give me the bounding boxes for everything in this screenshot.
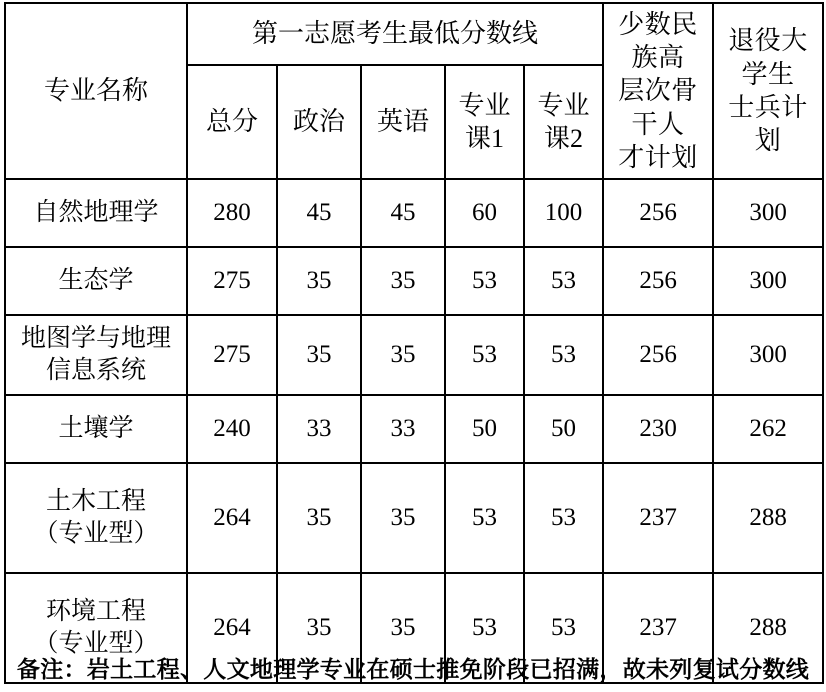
cell-prof2: 100 — [524, 179, 603, 247]
cell-veteran: 288 — [713, 463, 823, 573]
cell-minority: 256 — [603, 179, 713, 247]
header-first-choice-group: 第一志愿考生最低分数线 — [187, 3, 603, 65]
cell-politics: 35 — [277, 573, 361, 683]
cell-veteran: 300 — [713, 247, 823, 315]
header-minority-plan-line3: 才计划 — [618, 142, 698, 172]
cell-major-line1: 土木工程 — [45, 488, 146, 515]
cell-politics: 45 — [277, 179, 361, 247]
cell-prof1: 53 — [445, 573, 524, 683]
header-major-name: 专业名称 — [5, 3, 187, 179]
table-body — [5, 179, 823, 683]
cell-major-name — [5, 179, 187, 247]
table-header — [5, 3, 823, 179]
cell-major-line2: 信息系统 — [45, 357, 146, 384]
cell-total: 240 — [187, 395, 277, 463]
score-line-document — [0, 2, 826, 692]
cell-major-line1: 自然地理学 — [33, 199, 159, 226]
header-minority-plan-line2: 层次骨干人 — [618, 76, 698, 139]
cell-politics: 35 — [277, 315, 361, 395]
cell-minority: 256 — [603, 315, 713, 395]
cell-minority: 230 — [603, 395, 713, 463]
header-prof2-line2: 课2 — [544, 124, 584, 153]
cell-prof2: 53 — [524, 315, 603, 395]
cell-veteran: 300 — [713, 179, 823, 247]
cell-major-name — [5, 463, 187, 573]
cell-english: 45 — [361, 179, 445, 247]
cell-prof2: 53 — [524, 247, 603, 315]
cell-minority: 256 — [603, 247, 713, 315]
header-prof2-line1: 专业 — [537, 90, 590, 120]
cell-veteran: 288 — [713, 573, 823, 683]
header-veteran-plan-line1: 退役大学生 — [728, 26, 808, 89]
header-english — [361, 65, 445, 179]
admission-score-table — [4, 2, 824, 684]
header-professional-course-1 — [445, 65, 524, 179]
cell-english: 35 — [361, 573, 445, 683]
cell-prof2: 50 — [524, 395, 603, 463]
table-row — [5, 395, 823, 463]
header-total-score-line1: 总分 — [205, 107, 258, 137]
header-professional-course-2 — [524, 65, 603, 179]
cell-total: 275 — [187, 315, 277, 395]
cell-prof1: 60 — [445, 179, 524, 247]
cell-major-line1: 环境工程 — [45, 598, 146, 625]
cell-english: 33 — [361, 395, 445, 463]
cell-prof1: 53 — [445, 463, 524, 573]
cell-major-line1: 生态学 — [58, 267, 134, 294]
cell-politics: 33 — [277, 395, 361, 463]
cell-veteran: 262 — [713, 395, 823, 463]
cell-minority: 237 — [603, 573, 713, 683]
header-veteran-plan-line2: 士兵计划 — [728, 93, 808, 156]
cell-english: 35 — [361, 247, 445, 315]
header-minority-plan — [603, 3, 713, 179]
cell-prof2: 53 — [524, 573, 603, 683]
table-row — [5, 463, 823, 573]
cell-major-name — [5, 247, 187, 315]
cell-major-line2: （专业型） — [33, 630, 159, 657]
header-prof1-line2: 课1 — [464, 124, 504, 153]
cell-veteran: 300 — [713, 315, 823, 395]
table-row — [5, 179, 823, 247]
cell-major-name — [5, 395, 187, 463]
header-total-score — [187, 65, 277, 179]
header-minority-plan-line1: 少数民族高 — [618, 9, 698, 73]
table-footnote: 备注：岩土工程、人文地理学专业在硕士推免阶段已招满，故未列复试分数线 — [16, 657, 810, 682]
cell-major-line1: 土壤学 — [58, 415, 134, 442]
cell-prof1: 53 — [445, 315, 524, 395]
table-row — [5, 315, 823, 395]
cell-minority: 237 — [603, 463, 713, 573]
cell-total: 275 — [187, 247, 277, 315]
cell-politics: 35 — [277, 247, 361, 315]
cell-total: 264 — [187, 573, 277, 683]
cell-prof2: 53 — [524, 463, 603, 573]
cell-english: 35 — [361, 463, 445, 573]
cell-politics: 35 — [277, 463, 361, 573]
cell-major-name — [5, 315, 187, 395]
cell-total: 280 — [187, 179, 277, 247]
table-row — [5, 247, 823, 315]
cell-english: 35 — [361, 315, 445, 395]
cell-major-line2: （专业型） — [33, 520, 159, 547]
header-politics — [277, 65, 361, 179]
cell-prof1: 50 — [445, 395, 524, 463]
cell-major-line1: 地图学与地理 — [20, 325, 171, 352]
header-politics-line1: 政治 — [292, 107, 345, 137]
header-veteran-plan — [713, 3, 823, 179]
header-row-top — [5, 3, 823, 65]
header-english-line1: 英语 — [376, 107, 429, 137]
cell-total: 264 — [187, 463, 277, 573]
header-prof1-line1: 专业 — [458, 90, 511, 120]
cell-prof1: 53 — [445, 247, 524, 315]
